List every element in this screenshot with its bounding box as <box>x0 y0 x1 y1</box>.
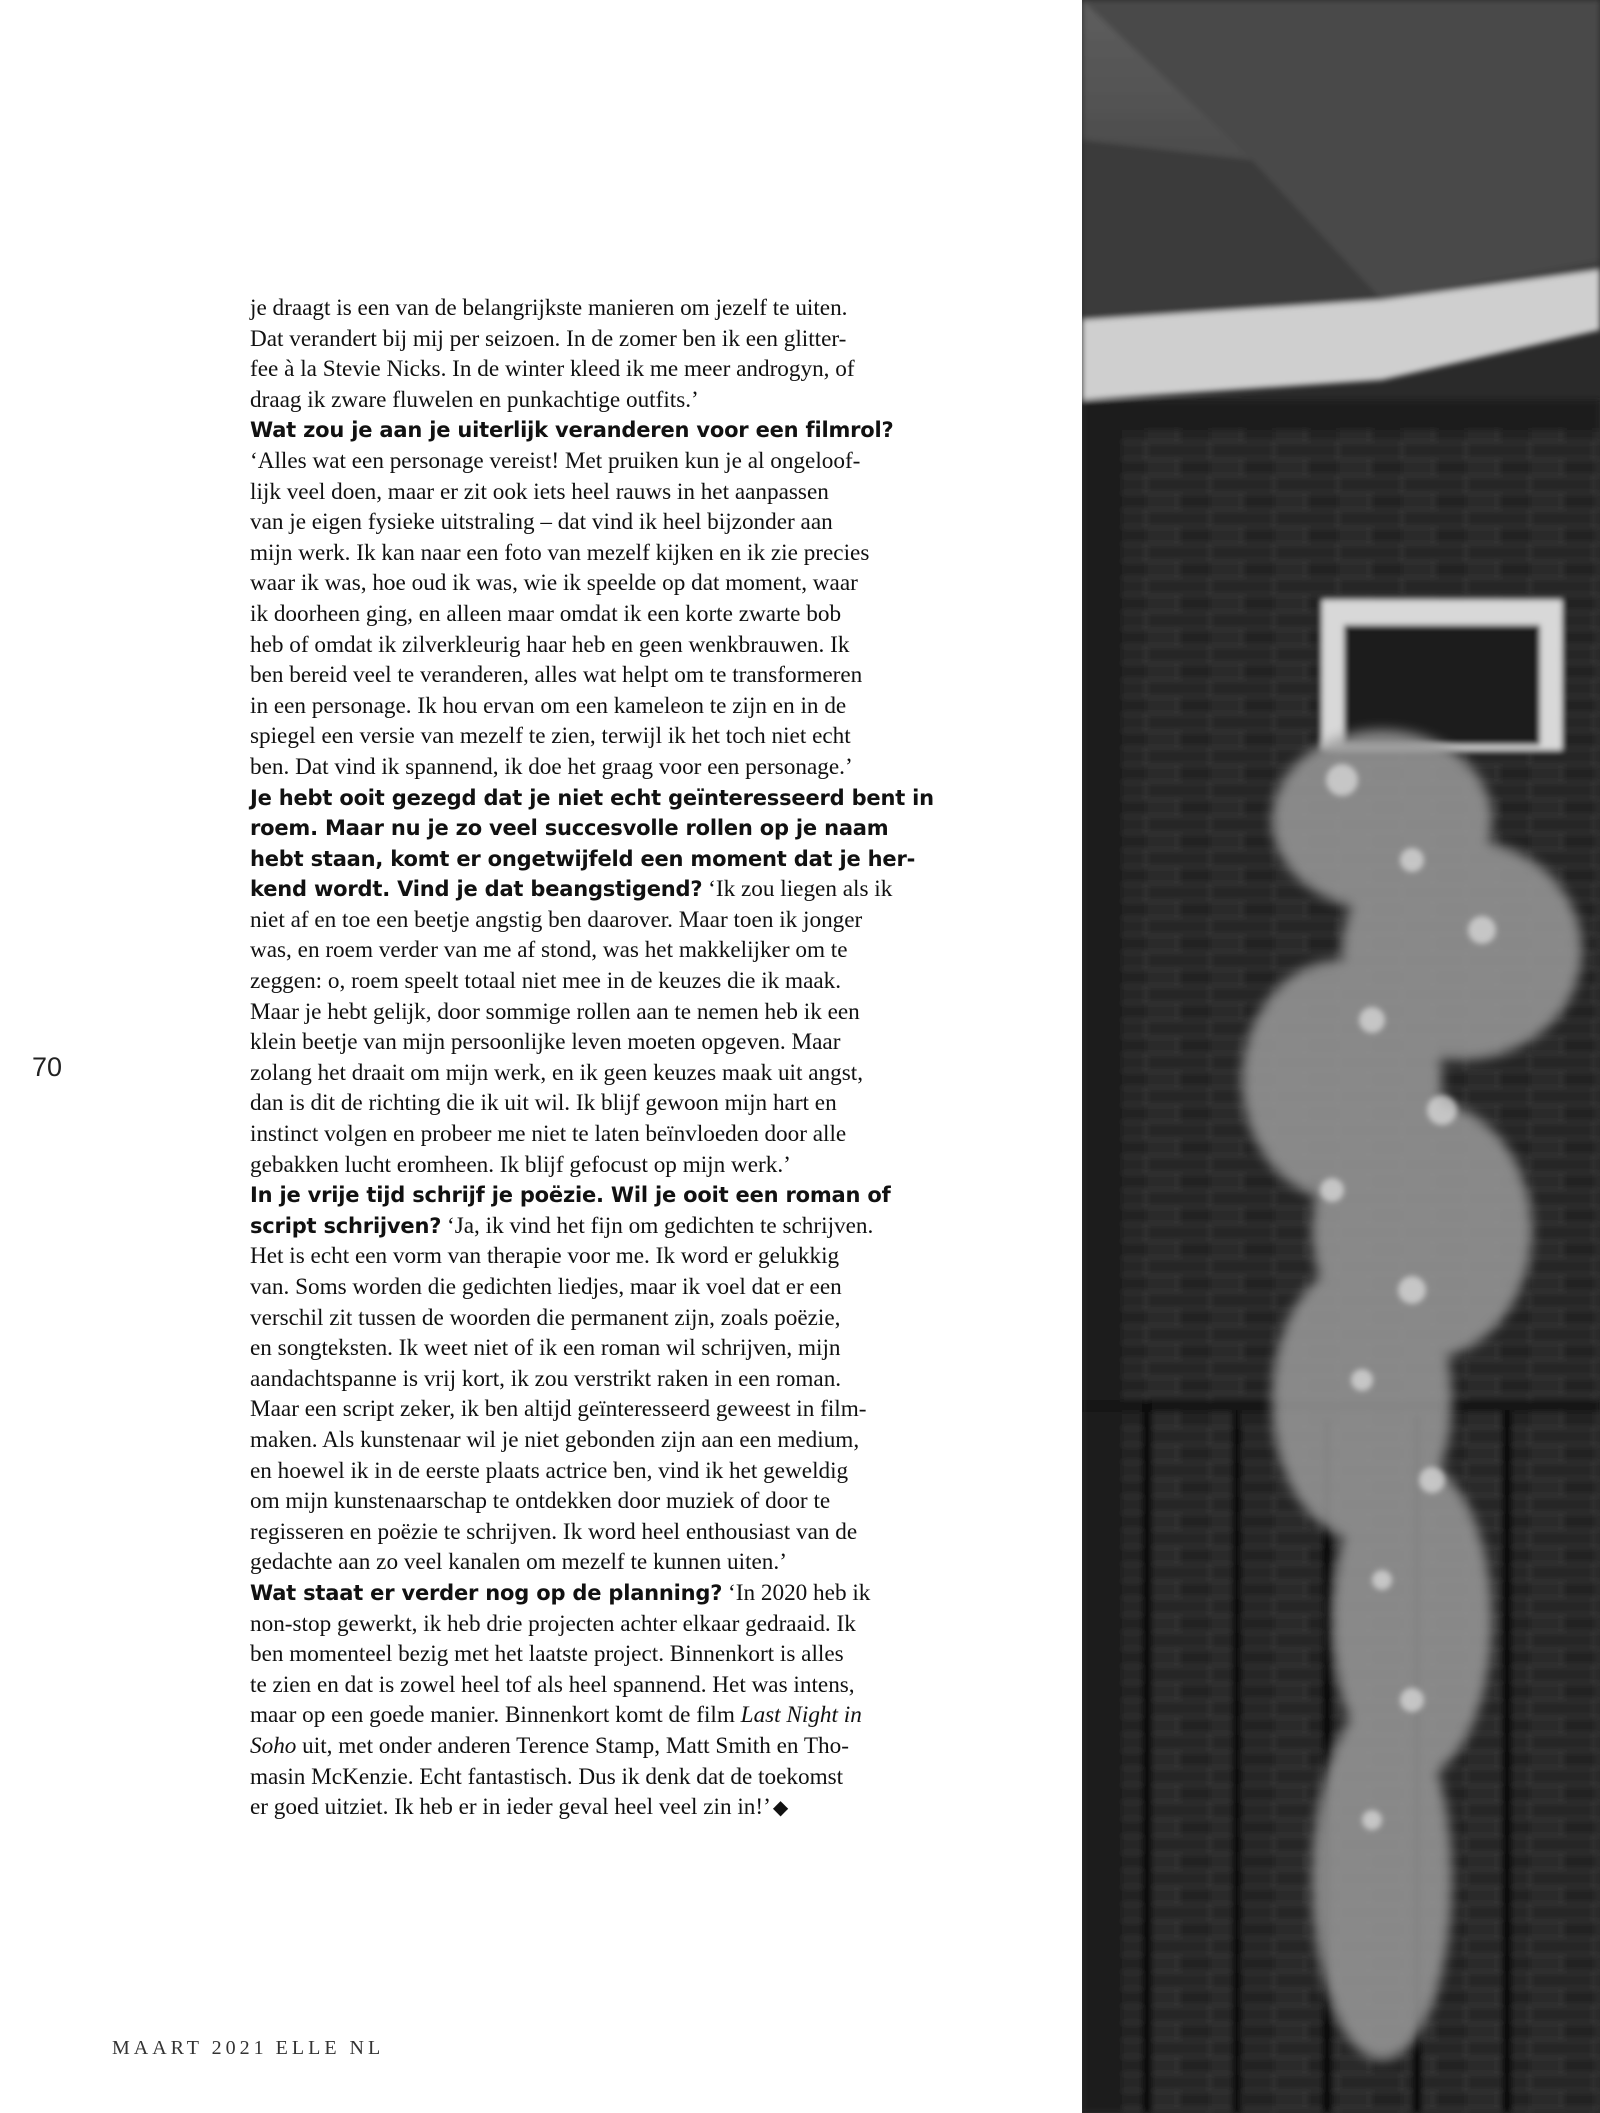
answer-text: Maar een script zeker, ik ben altijd geïnteresseerd geweest in film- <box>250 1396 867 1423</box>
film-title: Last Night in <box>740 1702 862 1729</box>
answer-text: lijk veel doen, maar er zit ook iets heel rauws in het aanpassen <box>250 478 829 505</box>
answer-text: en hoewel ik in de eerste plaats actrice ben, vind ik het geweldig <box>250 1457 849 1484</box>
article-line <box>250 1088 910 1119</box>
answer-text: je draagt is een van de belangrijkste manieren om jezelf te uiten. <box>250 295 848 321</box>
answer-text: regisseren en poëzie te schrijven. Ik word heel enthousiast van de <box>250 1518 858 1545</box>
footer-issue: MAART 2021 <box>112 2037 268 2059</box>
answer-text: was, en roem verder van me af stond, was het makkelijker om te <box>250 937 848 964</box>
article-line <box>250 538 910 569</box>
answer-text: draag ik zware fluwelen en punkachtige outfits.’ <box>250 386 699 413</box>
article-line <box>250 1333 910 1364</box>
answer-text: maken. Als kunstenaar wil je niet gebonden zijn aan een medium, <box>250 1426 860 1453</box>
answer-text: verschil zit tussen de woorden die permanent zijn, zoals poëzie, <box>250 1304 841 1331</box>
answer-text: ‘Ja, ik vind het fijn om gedichten te schrijven. <box>441 1212 874 1239</box>
article-line <box>250 813 910 844</box>
article-line <box>250 1027 910 1058</box>
answer-text: te zien en dat is zowel heel tof als heel spannend. Het was intens, <box>250 1671 855 1698</box>
article-line <box>250 1517 910 1548</box>
answer-text: fee à la Stevie Nicks. In de winter kleed ik me meer androgyn, of <box>250 356 855 383</box>
interview-question: Wat zou je aan je uiterlijk veranderen voor een filmrol? <box>250 418 894 443</box>
answer-text: zolang het draait om mijn werk, en ik geen keuzes maak uit angst, <box>250 1059 863 1086</box>
article-line <box>250 783 934 814</box>
article-line <box>250 691 910 722</box>
article-line <box>250 293 910 324</box>
answer-text: spiegel een versie van mezelf te zien, terwijl ik het toch niet echt <box>250 723 851 750</box>
article-line <box>250 1609 910 1640</box>
end-mark-icon: ◆ <box>772 1797 789 1820</box>
interview-question: Wat staat er verder nog op de planning? <box>250 1580 723 1605</box>
answer-text: instinct volgen en probeer me niet te laten beïnvloeden door alle <box>250 1121 847 1148</box>
article-line <box>250 385 910 416</box>
answer-text: er goed uitziet. Ik heb er in ieder geval heel veel zin in!’ <box>250 1794 771 1821</box>
article-line <box>250 1731 910 1762</box>
answer-text: klein beetje van mijn persoonlijke leven moeten opgeven. Maar <box>250 1029 841 1056</box>
interview-question: roem. Maar nu je zo veel succesvolle rollen op je naam <box>250 816 889 841</box>
interview-question: hebt staan, komt er ongetwijfeld een moment dat je her- <box>250 846 916 871</box>
article-line <box>250 660 910 691</box>
article-line <box>250 997 910 1028</box>
answer-text: heb of omdat ik zilverkleurig haar heb en geen wenkbrauwen. Ik <box>250 631 850 658</box>
article-line <box>250 752 910 783</box>
article-line <box>250 1180 910 1211</box>
article-line <box>250 415 910 446</box>
article-line <box>250 966 910 997</box>
answer-text: ‘In 2020 heb ik <box>722 1579 871 1606</box>
article-line <box>250 1119 910 1150</box>
answer-text: Maar je hebt gelijk, door sommige rollen aan te nemen heb ik een <box>250 998 860 1025</box>
answer-text: zeggen: o, roem speelt totaal niet mee in de keuzes die ik maak. <box>250 968 842 995</box>
article-line <box>250 1303 910 1334</box>
answer-text: aandachtspanne is vrij kort, ik zou verstrikt raken in een roman. <box>250 1365 842 1392</box>
article-line <box>250 477 910 508</box>
article-line <box>250 1394 910 1425</box>
page-footer <box>112 2037 392 2060</box>
answer-text: van je eigen fysieke uitstraling – dat vind ik heel bijzonder aan <box>250 509 833 536</box>
article-line <box>250 599 910 630</box>
answer-text: waar ik was, hoe oud ik was, wie ik speelde op dat moment, waar <box>250 570 858 597</box>
footer-magazine: ELLE NL <box>275 2037 385 2059</box>
answer-text: ben bereid veel te veranderen, alles wat helpt om te transformeren <box>250 662 863 689</box>
article-line <box>250 1547 910 1578</box>
answer-text: ik doorheen ging, en alleen maar omdat ik een korte zwarte bob <box>250 600 842 627</box>
article-body <box>250 293 934 1823</box>
answer-text: ben. Dat vind ik spannend, ik doe het graag voor een personage.’ <box>250 753 853 780</box>
answer-text: ‘Ik zou liegen als ik <box>702 876 893 903</box>
answer-text: uit, met onder anderen Terence Stamp, Matt Smith en Tho- <box>296 1732 849 1759</box>
answer-text: gedachte aan zo veel kanalen om mezelf te kunnen uiten.’ <box>250 1549 787 1576</box>
article-line <box>250 1241 910 1272</box>
article-line <box>250 1670 910 1701</box>
article-line <box>250 630 910 661</box>
answer-text: om mijn kunstenaarschap te ontdekken door muziek of door te <box>250 1488 831 1515</box>
article-line <box>250 1639 910 1670</box>
answer-text: dan is dit de richting die ik uit wil. Ik blijf gewoon mijn hart en <box>250 1090 837 1117</box>
answer-text: van. Soms worden die gedichten liedjes, maar ik voel dat er een <box>250 1274 842 1300</box>
answer-text: gebakken lucht eromheen. Ik blijf gefocust op mijn werk.’ <box>250 1151 791 1178</box>
article-line <box>250 1486 910 1517</box>
article-line <box>250 935 910 966</box>
answer-text: non-stop gewerkt, ik heb drie projecten achter elkaar gedraaid. Ik <box>250 1610 856 1637</box>
answer-text: ‘Alles wat een personage vereist! Met pruiken kun je al ongeloof- <box>250 447 861 474</box>
article-line <box>250 721 910 752</box>
article-line <box>250 1425 910 1456</box>
article-line <box>250 354 910 385</box>
article-line <box>250 874 910 905</box>
article-line <box>250 1150 910 1181</box>
article-line <box>250 446 910 477</box>
answer-text: ben momenteel bezig met het laatste project. Binnenkort is alles <box>250 1641 844 1668</box>
answer-text: Het is echt een vorm van therapie voor me. Ik word er gelukkig <box>250 1243 840 1270</box>
interview-question: In je vrije tijd schrijf je poëzie. Wil je ooit een roman of <box>250 1183 891 1208</box>
article-line <box>250 568 910 599</box>
article-line <box>250 1792 910 1823</box>
article-line <box>250 905 910 936</box>
article-line <box>250 1762 910 1793</box>
article-line <box>250 1578 910 1609</box>
answer-text: mijn werk. Ik kan naar een foto van mezelf kijken en ik zie precies <box>250 539 870 566</box>
answer-text: Dat verandert bij mij per seizoen. In de zomer ben ik een glitter- <box>250 325 847 352</box>
interview-question: Je hebt ooit gezegd dat je niet echt geïnteresseerd bent in <box>250 785 934 810</box>
article-line <box>250 844 916 875</box>
answer-text: niet af en toe een beetje angstig ben daarover. Maar toen ik jonger <box>250 906 863 933</box>
article-line <box>250 324 910 355</box>
article-line <box>250 1364 910 1395</box>
answer-text: masin McKenzie. Echt fantastisch. Dus ik denk dat de toekomst <box>250 1763 844 1790</box>
article-line <box>250 1211 910 1242</box>
article-line <box>250 1456 910 1487</box>
answer-text: en songteksten. Ik weet niet of ik een roman wil schrijven, mijn <box>250 1335 841 1362</box>
answer-text: maar op een goede manier. Binnenkort komt de film <box>250 1702 741 1729</box>
interview-question: script schrijven? <box>250 1213 442 1238</box>
article-line <box>250 1272 910 1303</box>
page-number: 70 <box>32 1052 63 1082</box>
interview-question: kend wordt. Vind je dat beangstigend? <box>250 877 703 902</box>
brick-house-photo <box>1082 0 1600 2113</box>
answer-text: in een personage. Ik hou ervan om een kameleon te zijn en in de <box>250 692 847 719</box>
article-line <box>250 1700 910 1731</box>
film-title: Soho <box>250 1732 297 1759</box>
article-line <box>250 507 910 538</box>
article-line <box>250 1058 910 1089</box>
